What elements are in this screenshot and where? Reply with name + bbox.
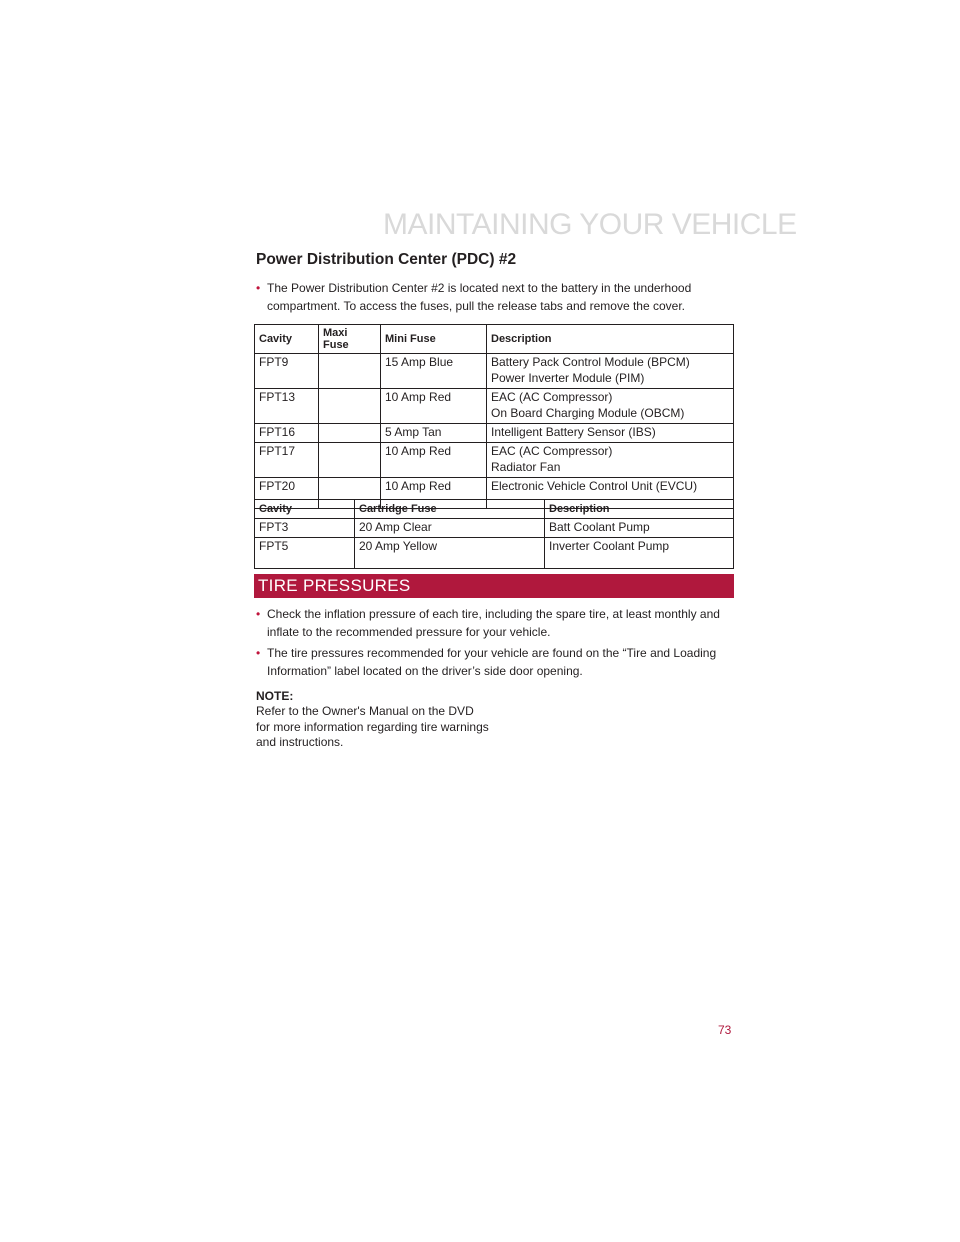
description-line: On Board Charging Module (OBCM) xyxy=(491,406,685,420)
cell-description xyxy=(487,443,734,478)
cartridge-fuse-table xyxy=(254,499,734,569)
page-number: 73 xyxy=(718,1023,732,1037)
tire-bullet xyxy=(256,645,726,680)
cell-cavity: FPT9 xyxy=(255,354,319,389)
description-line: EAC (AC Compressor) xyxy=(491,390,613,404)
cell-mini-fuse: 10 Amp Red xyxy=(381,389,487,424)
mini-fuse-table xyxy=(254,324,734,509)
column-header-description: Description xyxy=(545,500,734,519)
cell-mini-fuse: 10 Amp Red xyxy=(381,478,487,509)
table-row xyxy=(255,538,734,569)
table-row xyxy=(255,443,734,478)
cell-cartridge-fuse: 20 Amp Yellow xyxy=(355,538,545,569)
description-line: Intelligent Battery Sensor (IBS) xyxy=(491,425,656,439)
tire-bullet xyxy=(256,606,726,641)
cell-cavity: FPT5 xyxy=(255,538,355,569)
description-line: EAC (AC Compressor) xyxy=(491,444,613,458)
column-header-description: Description xyxy=(487,325,734,354)
cell-description xyxy=(487,389,734,424)
cell-maxi-fuse xyxy=(319,424,381,443)
cell-description: Batt Coolant Pump xyxy=(545,519,734,538)
cell-cavity: FPT17 xyxy=(255,443,319,478)
cell-description: Inverter Coolant Pump xyxy=(545,538,734,569)
note-line: Refer to the Owner's Manual on the DVD xyxy=(256,704,474,718)
cell-cartridge-fuse: 20 Amp Clear xyxy=(355,519,545,538)
note-line: and instructions. xyxy=(256,735,344,749)
note-text xyxy=(256,704,516,751)
table-row xyxy=(255,424,734,443)
description-line: Battery Pack Control Module (BPCM) xyxy=(491,355,690,369)
bullet-icon: • xyxy=(256,607,261,621)
pdc-heading: Power Distribution Center (PDC) #2 xyxy=(256,251,517,268)
column-header-cartridge-fuse: Cartridge Fuse xyxy=(355,500,545,519)
column-header-mini-fuse: Mini Fuse xyxy=(381,325,487,354)
table-row xyxy=(255,519,734,538)
table-row xyxy=(255,389,734,424)
column-header-maxi-fuse: Maxi Fuse xyxy=(319,325,381,354)
cell-mini-fuse: 15 Amp Blue xyxy=(381,354,487,389)
pdc-bullet-line2: compartment. To access the fuses, pull the release tabs and remove the cover. xyxy=(267,298,686,313)
cell-description xyxy=(487,354,734,389)
cell-cavity: FPT3 xyxy=(255,519,355,538)
note-label: NOTE: xyxy=(256,689,294,703)
cell-cavity: FPT13 xyxy=(255,389,319,424)
pdc-bullet-line1: The Power Distribution Center #2 is located next to the battery in the underhood xyxy=(267,281,692,295)
bullet-icon: • xyxy=(256,646,261,660)
cell-description xyxy=(487,424,734,443)
cell-maxi-fuse xyxy=(319,443,381,478)
cell-cavity: FPT20 xyxy=(255,478,319,509)
table-row xyxy=(255,354,734,389)
description-line: Electronic Vehicle Control Unit (EVCU) xyxy=(491,479,698,493)
tire-bullet-line1: Check the inflation pressure of each tire, including the spare tire, at least monthly and xyxy=(267,607,720,621)
column-header-cavity: Cavity xyxy=(255,500,355,519)
description-line: Radiator Fan xyxy=(491,460,561,474)
cell-cavity: FPT16 xyxy=(255,424,319,443)
description-line: Power Inverter Module (PIM) xyxy=(491,371,645,385)
tire-bullet-line2: Information” label located on the driver’s side door opening. xyxy=(267,663,583,678)
pdc-bullet xyxy=(256,280,726,315)
cell-mini-fuse: 10 Amp Red xyxy=(381,443,487,478)
cell-maxi-fuse xyxy=(319,354,381,389)
cell-mini-fuse: 5 Amp Tan xyxy=(381,424,487,443)
cell-maxi-fuse xyxy=(319,389,381,424)
tire-pressures-banner xyxy=(254,574,734,598)
note-line: for more information regarding tire warnings xyxy=(256,719,489,734)
column-header-cavity: Cavity xyxy=(255,325,319,354)
tire-bullet-line1: The tire pressures recommended for your vehicle are found on the “Tire and Loading xyxy=(267,646,717,660)
tire-bullet-line2: inflate to the recommended pressure for your vehicle. xyxy=(267,624,551,639)
bullet-icon: • xyxy=(256,281,261,295)
section-header-title: MAINTAINING YOUR VEHICLE xyxy=(383,208,797,241)
tire-pressures-heading: TIRE PRESSURES xyxy=(258,576,411,595)
